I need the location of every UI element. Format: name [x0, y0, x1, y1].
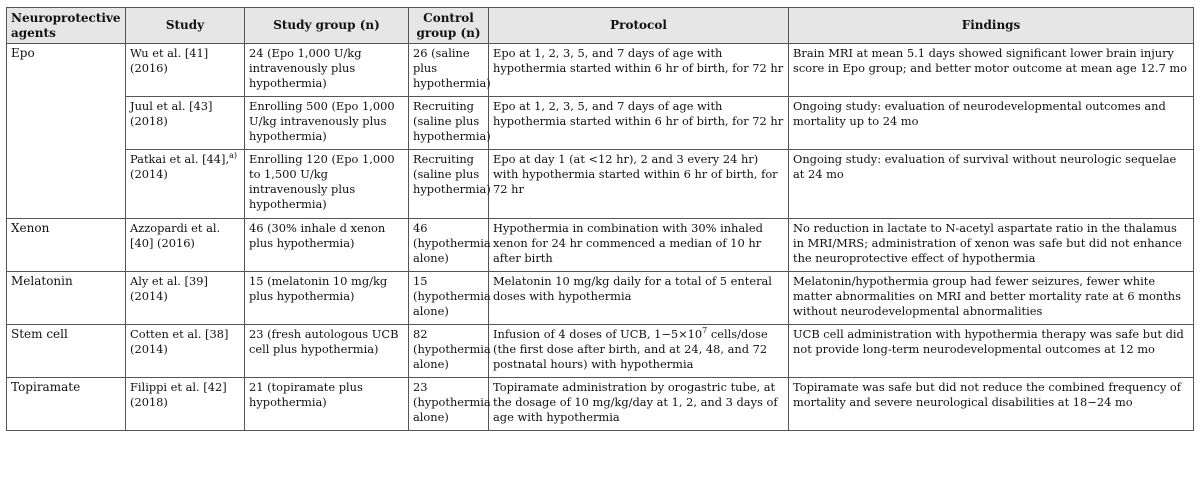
header-protocol: Protocol [489, 8, 789, 44]
table-row [7, 272, 1194, 325]
findings-cell: Brain MRI at mean 5.1 days showed significant lower brain injury score in Epo group; and better motor outcome at mean age 12.7 mo [789, 44, 1194, 97]
protocol-cell: Melatonin 10 mg/kg daily for a total of 5 enteral doses with hypothermia [489, 272, 789, 325]
study-cell: Wu et al. [41] (2016) [126, 44, 245, 97]
study-cell [126, 150, 245, 219]
agent-cell: Xenon [7, 219, 126, 272]
findings-cell: Ongoing study: evaluation of neurodevelopmental outcomes and mortality up to 24 mo [789, 97, 1194, 150]
protocol-text-a: Infusion of 4 doses of UCB, 1−5×10 [493, 327, 703, 341]
footnote-mark: a) [229, 151, 237, 161]
header-findings: Findings [789, 8, 1194, 44]
table-row [7, 378, 1194, 431]
protocol-cell: Topiramate administration by orogastric tube, at the dosage of 10 mg/kg/day at 1, 2, and 3 days of age with hypothermia [489, 378, 789, 431]
control-group-cell: 46 (hypothermia alone) [409, 219, 489, 272]
findings-cell: Ongoing study: evaluation of survival without neurologic sequelae at 24 mo [789, 150, 1194, 219]
study-group-cell: 46 (30% inhale d xenon plus hypothermia) [245, 219, 409, 272]
table-row [7, 150, 1194, 219]
control-group-cell: 82 (hypothermia alone) [409, 325, 489, 378]
control-group-cell: Recruiting (saline plus hypothermia) [409, 97, 489, 150]
protocol-cell: Epo at 1, 2, 3, 5, and 7 days of age with hypothermia started within 6 hr of birth, for 72 hr [489, 44, 789, 97]
protocol-cell: Epo at day 1 (at <12 hr), 2 and 3 every 24 hr) with hypothermia started within 6 hr of birth, for 72 hr [489, 150, 789, 219]
agent-cell: Melatonin [7, 272, 126, 325]
control-group-cell: 23 (hypothermia alone) [409, 378, 489, 431]
study-cell: Juul et al. [43] (2018) [126, 97, 245, 150]
header-agents: Neuroprotective agents [7, 8, 126, 44]
study-group-cell: 24 (Epo 1,000 U/kg intravenously plus hypothermia) [245, 44, 409, 97]
study-cell: Azzopardi et al. [40] (2016) [126, 219, 245, 272]
header-study-group: Study group (n) [245, 8, 409, 44]
study-citation: Patkai et al. [44], [130, 152, 230, 166]
study-cell: Aly et al. [39] (2014) [126, 272, 245, 325]
agent-cell: Stem cell [7, 325, 126, 378]
protocol-cell: Hypothermia in combination with 30% inhaled xenon for 24 hr commenced a median of 10 hr after birth [489, 219, 789, 272]
agent-cell: Epo [7, 44, 126, 219]
study-group-cell: Enrolling 120 (Epo 1,000 to 1,500 U/kg intravenously plus hypothermia) [245, 150, 409, 219]
study-group-cell: 15 (melatonin 10 mg/kg plus hypothermia) [245, 272, 409, 325]
header-row [7, 8, 1194, 44]
control-group-cell: 26 (saline plus hypothermia) [409, 44, 489, 97]
table-row [7, 219, 1194, 272]
findings-cell: Topiramate was safe but did not reduce the combined frequency of mortality and severe neurological disabilities at 18−24 mo [789, 378, 1194, 431]
table-row [7, 44, 1194, 97]
protocol-text-b: cells/dose (the first dose after birth, and at 24, 48, and 72 postnatal hours) with hypothermia [493, 327, 768, 371]
control-group-cell: Recruiting (saline plus hypothermia) [409, 150, 489, 219]
header-study: Study [126, 8, 245, 44]
study-year: (2014) [130, 166, 168, 181]
table-row [7, 97, 1194, 150]
header-control-group: Control group (n) [409, 8, 489, 44]
protocol-cell: Epo at 1, 2, 3, 5, and 7 days of age with hypothermia started within 6 hr of birth, for 72 hr [489, 97, 789, 150]
exponent: 7 [702, 326, 708, 336]
findings-cell: No reduction in lactate to N-acetyl aspartate ratio in the thalamus in MRI/MRS; administration of xenon was safe but did not enhance the neuroprotective effect of hypothermia [789, 219, 1194, 272]
table-row [7, 325, 1194, 378]
study-cell: Filippi et al. [42] (2018) [126, 378, 245, 431]
findings-cell: Melatonin/hypothermia group had fewer seizures, fewer white matter abnormalities on MRI and better mortality rate at 6 months without neurodevelopmental abnormalities [789, 272, 1194, 325]
study-group-cell: 21 (topiramate plus hypothermia) [245, 378, 409, 431]
study-group-cell: Enrolling 500 (Epo 1,000 U/kg intravenously plus hypothermia) [245, 97, 409, 150]
control-group-cell: 15 (hypothermia alone) [409, 272, 489, 325]
protocol-cell [489, 325, 789, 378]
study-cell: Cotten et al. [38] (2014) [126, 325, 245, 378]
neuroprotective-agents-table [6, 7, 1194, 431]
agent-cell: Topiramate [7, 378, 126, 431]
study-group-cell: 23 (fresh autologous UCB cell plus hypothermia) [245, 325, 409, 378]
findings-cell: UCB cell administration with hypothermia therapy was safe but did not provide long-term neurodevelopmental outcomes at 12 mo [789, 325, 1194, 378]
